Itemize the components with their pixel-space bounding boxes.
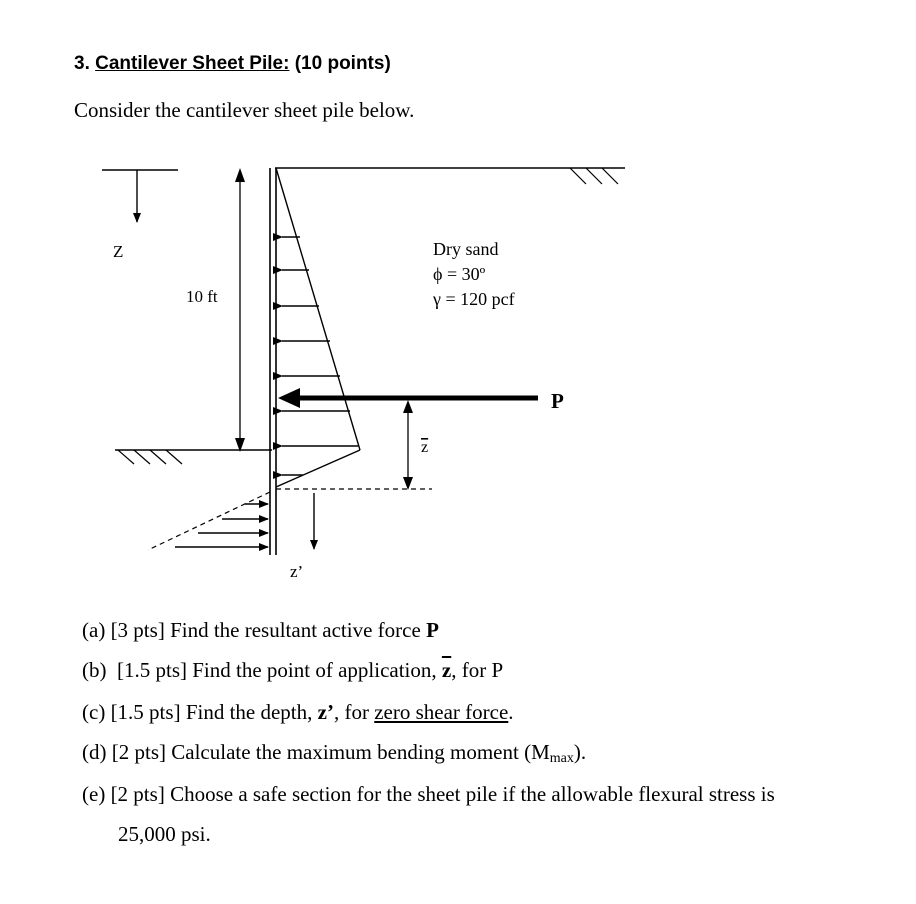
- question-c-tail: .: [508, 700, 514, 724]
- question-b-text: Find the point of application,: [192, 658, 437, 682]
- question-c-text: Find the depth,: [185, 700, 313, 724]
- question-e: [82, 782, 775, 807]
- soil-name: Dry sand: [433, 239, 499, 259]
- passive-pressure-diagram: [148, 492, 270, 550]
- active-pressure-diagram: [276, 168, 360, 487]
- question-c-symbol: z’: [317, 700, 334, 724]
- force-label-p: P: [551, 389, 564, 413]
- question-b-id: (b): [82, 658, 107, 682]
- question-d-id: (d): [82, 740, 107, 764]
- ground-surface-right: [275, 168, 625, 184]
- question-d-text: Calculate the maximum bending moment (M: [171, 740, 550, 764]
- question-c-points: [1.5 pts]: [110, 700, 181, 724]
- dredge-line-left: [115, 450, 272, 464]
- question-e-continuation: 25,000 psi.: [118, 822, 211, 846]
- question-e-id: (e): [82, 782, 106, 806]
- z-axis-label: Z: [113, 242, 124, 261]
- zbar-label: z: [421, 439, 429, 456]
- question-b: [82, 658, 503, 683]
- question-b-tail: , for P: [451, 658, 504, 682]
- question-d: [82, 740, 586, 767]
- sheet-pile-wall: [270, 168, 276, 555]
- question-a-text: Find the resultant active force: [170, 618, 421, 642]
- problem-points: (10 points): [294, 53, 391, 74]
- question-c: [82, 700, 514, 725]
- question-d-subscript: max: [549, 751, 574, 766]
- zbar-dimension: [403, 400, 413, 490]
- soil-phi: ϕ = 30º: [433, 264, 486, 284]
- question-d-points: [2 pts]: [111, 740, 166, 764]
- question-a-points: [3 pts]: [110, 618, 165, 642]
- problem-title: Cantilever Sheet Pile:: [95, 53, 290, 74]
- question-d-tail: ).: [573, 740, 587, 764]
- question-e-text: Choose a safe section for the sheet pile if the allowable flexural stress is: [170, 782, 775, 806]
- intro-text: Consider the cantilever sheet pile below.: [74, 98, 415, 122]
- question-b-points: [1.5 pts]: [117, 658, 187, 682]
- problem-number: 3.: [74, 53, 90, 74]
- question-c-mid: , for: [333, 700, 369, 724]
- question-a-force-symbol: P: [426, 618, 439, 642]
- question-a-id: (a): [82, 618, 106, 642]
- question-c-underlined: zero shear force: [374, 700, 509, 724]
- question-b-zbar-symbol: $\overline{z}$: [441, 658, 452, 682]
- reference-line-top-left: [102, 170, 178, 222]
- height-dimension: [235, 168, 245, 452]
- soil-gamma: γ = 120 pcf: [433, 289, 515, 309]
- height-label: 10 ft: [186, 287, 218, 306]
- question-e-points: [2 pts]: [110, 782, 165, 806]
- zprime-label: z’: [290, 562, 304, 581]
- question-a: [82, 618, 439, 643]
- question-c-id: (c): [82, 700, 106, 724]
